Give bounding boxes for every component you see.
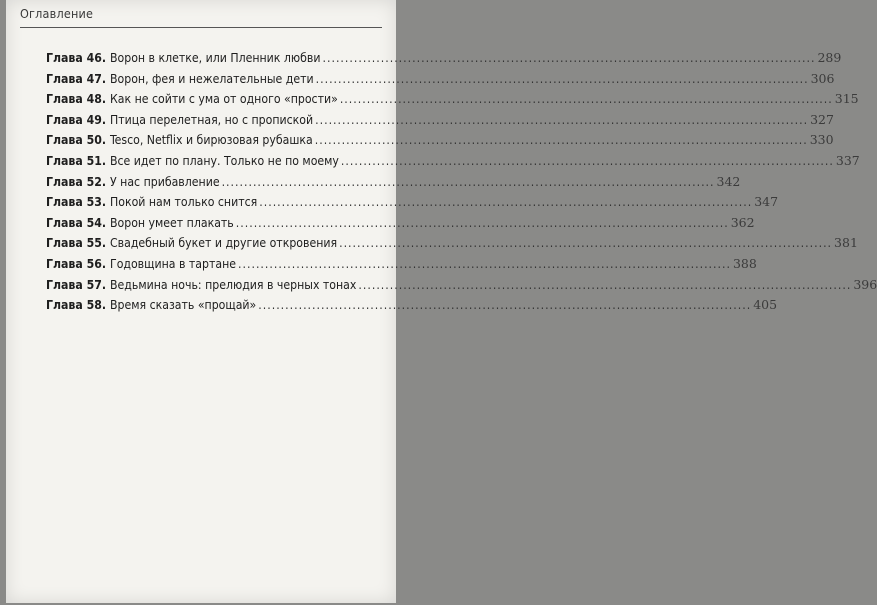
toc-entry xyxy=(46,297,778,318)
chapter-title: Время сказать «прощай» xyxy=(110,298,257,313)
chapter-number: Глава 55. xyxy=(46,236,106,251)
chapter-number: Глава 52. xyxy=(46,174,106,189)
toc-entry xyxy=(46,173,741,195)
chapter-title: Как не сойти с ума от одного «прости» xyxy=(110,92,338,107)
chapter-title: Ведьмина ночь: прелюдия в черных тонах xyxy=(110,277,357,292)
chapter-number: Глава 51. xyxy=(46,153,106,168)
chapter-number: Глава 56. xyxy=(46,256,106,271)
dot-leader xyxy=(339,236,832,250)
toc-entry xyxy=(46,276,877,298)
dot-leader xyxy=(258,298,751,312)
chapter-title: Свадебный букет и другие откровения xyxy=(110,236,338,251)
chapter-number: Глава 48. xyxy=(46,92,106,107)
page-number: 405 xyxy=(753,297,778,313)
chapter-title: Покой нам только снится xyxy=(110,195,258,210)
toc-entry xyxy=(46,132,834,153)
dot-leader xyxy=(358,278,851,292)
header-rule xyxy=(20,27,382,28)
page-number: 327 xyxy=(810,111,834,127)
chapter-number: Глава 46. xyxy=(46,51,106,65)
toc-entry xyxy=(46,70,835,92)
dot-leader xyxy=(340,92,833,106)
chapter-title: Ворон умеет плакать xyxy=(110,215,234,230)
dot-leader xyxy=(238,257,731,271)
chapter-number: Глава 49. xyxy=(46,112,106,127)
page-number: 330 xyxy=(809,132,834,148)
table-of-contents xyxy=(46,50,877,318)
chapter-title: У нас прибавление xyxy=(110,174,220,189)
page-number: 337 xyxy=(835,152,860,168)
chapter-number: Глава 50. xyxy=(46,133,106,148)
chapter-title: Все идет по плану. Только не по моему xyxy=(110,153,339,168)
chapter-number: Глава 58. xyxy=(46,298,106,313)
dot-leader xyxy=(236,216,729,230)
toc-entry xyxy=(46,50,842,71)
chapter-title: Tesco, Netflix и бирюзовая рубашка xyxy=(110,133,313,148)
page-number: 289 xyxy=(817,50,842,65)
chapter-number: Глава 57. xyxy=(46,277,106,292)
page-number: 362 xyxy=(730,214,755,230)
page-number: 315 xyxy=(834,91,859,107)
toc-entry xyxy=(46,194,779,215)
page-number: 388 xyxy=(732,255,757,271)
toc-entry xyxy=(46,255,757,277)
dot-leader xyxy=(323,51,816,65)
dot-leader xyxy=(316,72,809,86)
chapter-title: Годовщина в тартане xyxy=(110,256,237,271)
toc-entry xyxy=(46,111,834,133)
chapter-number: Глава 47. xyxy=(46,71,106,86)
dot-leader xyxy=(315,113,808,127)
toc-entry xyxy=(46,91,859,112)
page-header-title: Оглавление xyxy=(20,6,94,21)
chapter-title: Ворон в клетке, или Пленник любви xyxy=(110,51,321,65)
toc-entry xyxy=(46,235,858,256)
page-number: 306 xyxy=(810,70,835,86)
chapter-title: Ворон, фея и нежелательные дети xyxy=(110,71,314,86)
chapter-title: Птица перелетная, но с пропиской xyxy=(110,112,314,127)
page-number: 342 xyxy=(716,173,741,189)
book-page xyxy=(6,0,877,603)
page-number: 347 xyxy=(754,194,779,210)
chapter-number: Глава 54. xyxy=(46,215,106,230)
page-number: 396 xyxy=(853,276,877,292)
chapter-number: Глава 53. xyxy=(46,195,106,210)
dot-leader xyxy=(315,133,808,147)
dot-leader xyxy=(341,154,834,168)
page-number: 381 xyxy=(834,235,858,251)
dot-leader xyxy=(222,175,715,189)
toc-entry xyxy=(46,152,860,174)
toc-entry xyxy=(46,214,755,236)
dot-leader xyxy=(259,195,752,209)
